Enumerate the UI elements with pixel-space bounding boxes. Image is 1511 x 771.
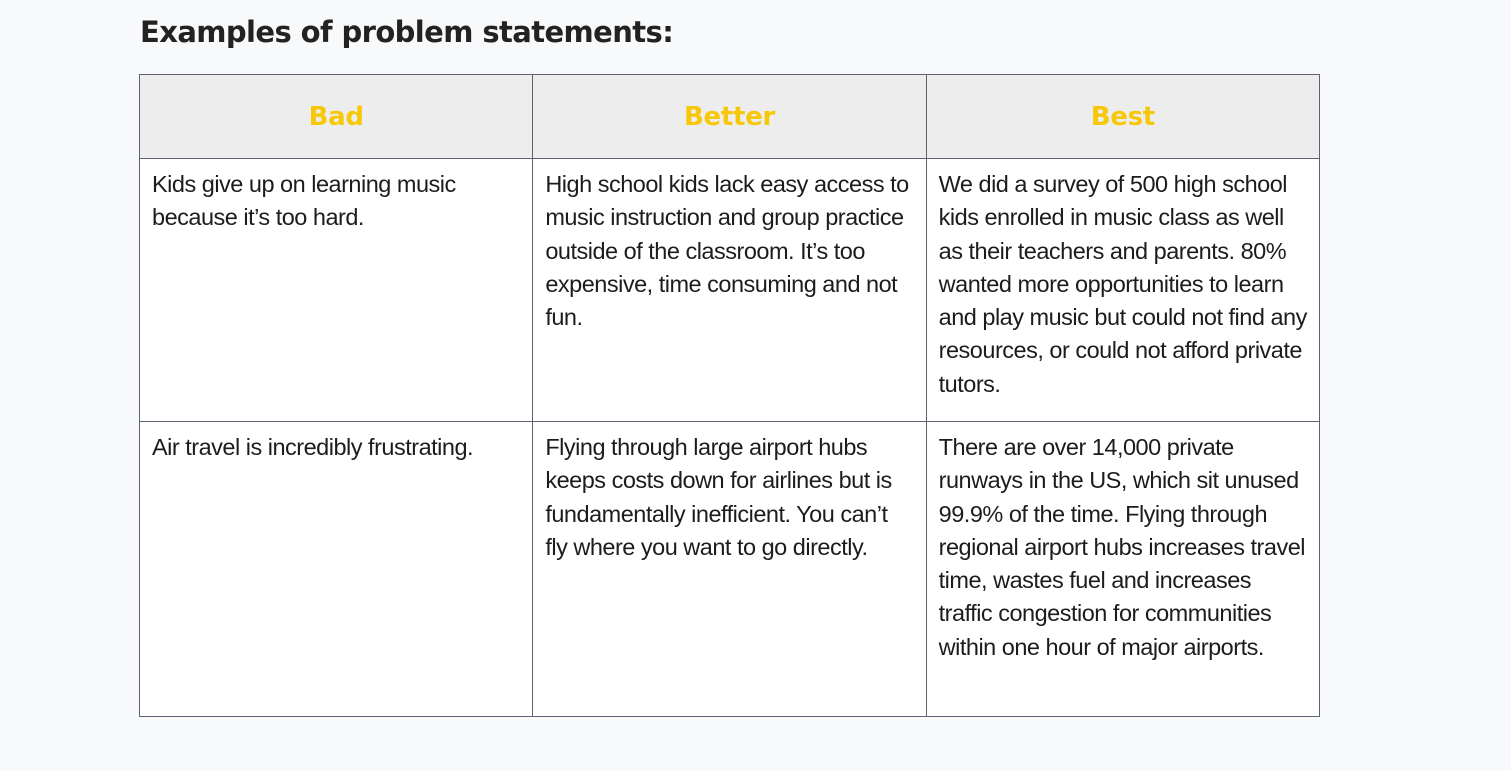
page-title: Examples of problem statements: xyxy=(140,15,674,49)
problem-statements-table xyxy=(139,74,1320,717)
table-cell-better: High school kids lack easy access to music instruction and group practice outside of the classroom. It’s too expensive, time consuming and not fun. xyxy=(533,159,926,422)
column-header-bad: Bad xyxy=(140,75,533,159)
table-cell-better: Flying through large airport hubs keeps costs down for airlines but is fundamentally inefficient. You can’t fly where you want to go directly. xyxy=(533,422,926,717)
table-row xyxy=(140,422,1320,717)
table-row xyxy=(140,159,1320,422)
column-header-better: Better xyxy=(533,75,926,159)
table-header-row xyxy=(140,75,1320,159)
table-cell-best: We did a survey of 500 high school kids enrolled in music class as well as their teachers and parents. 80% wanted more opportunities to learn and play music but could not find any resources, or could not afford private tutors. xyxy=(926,159,1319,422)
table-cell-bad: Kids give up on learning music because it’s too hard. xyxy=(140,159,533,422)
column-header-best: Best xyxy=(926,75,1319,159)
table-cell-best: There are over 14,000 private runways in the US, which sit unused 99.9% of the time. Flying through regional airport hubs increases travel time, wastes fuel and increases traffic congestion for communities within one hour of major airports. xyxy=(926,422,1319,717)
table-cell-bad: Air travel is incredibly frustrating. xyxy=(140,422,533,717)
